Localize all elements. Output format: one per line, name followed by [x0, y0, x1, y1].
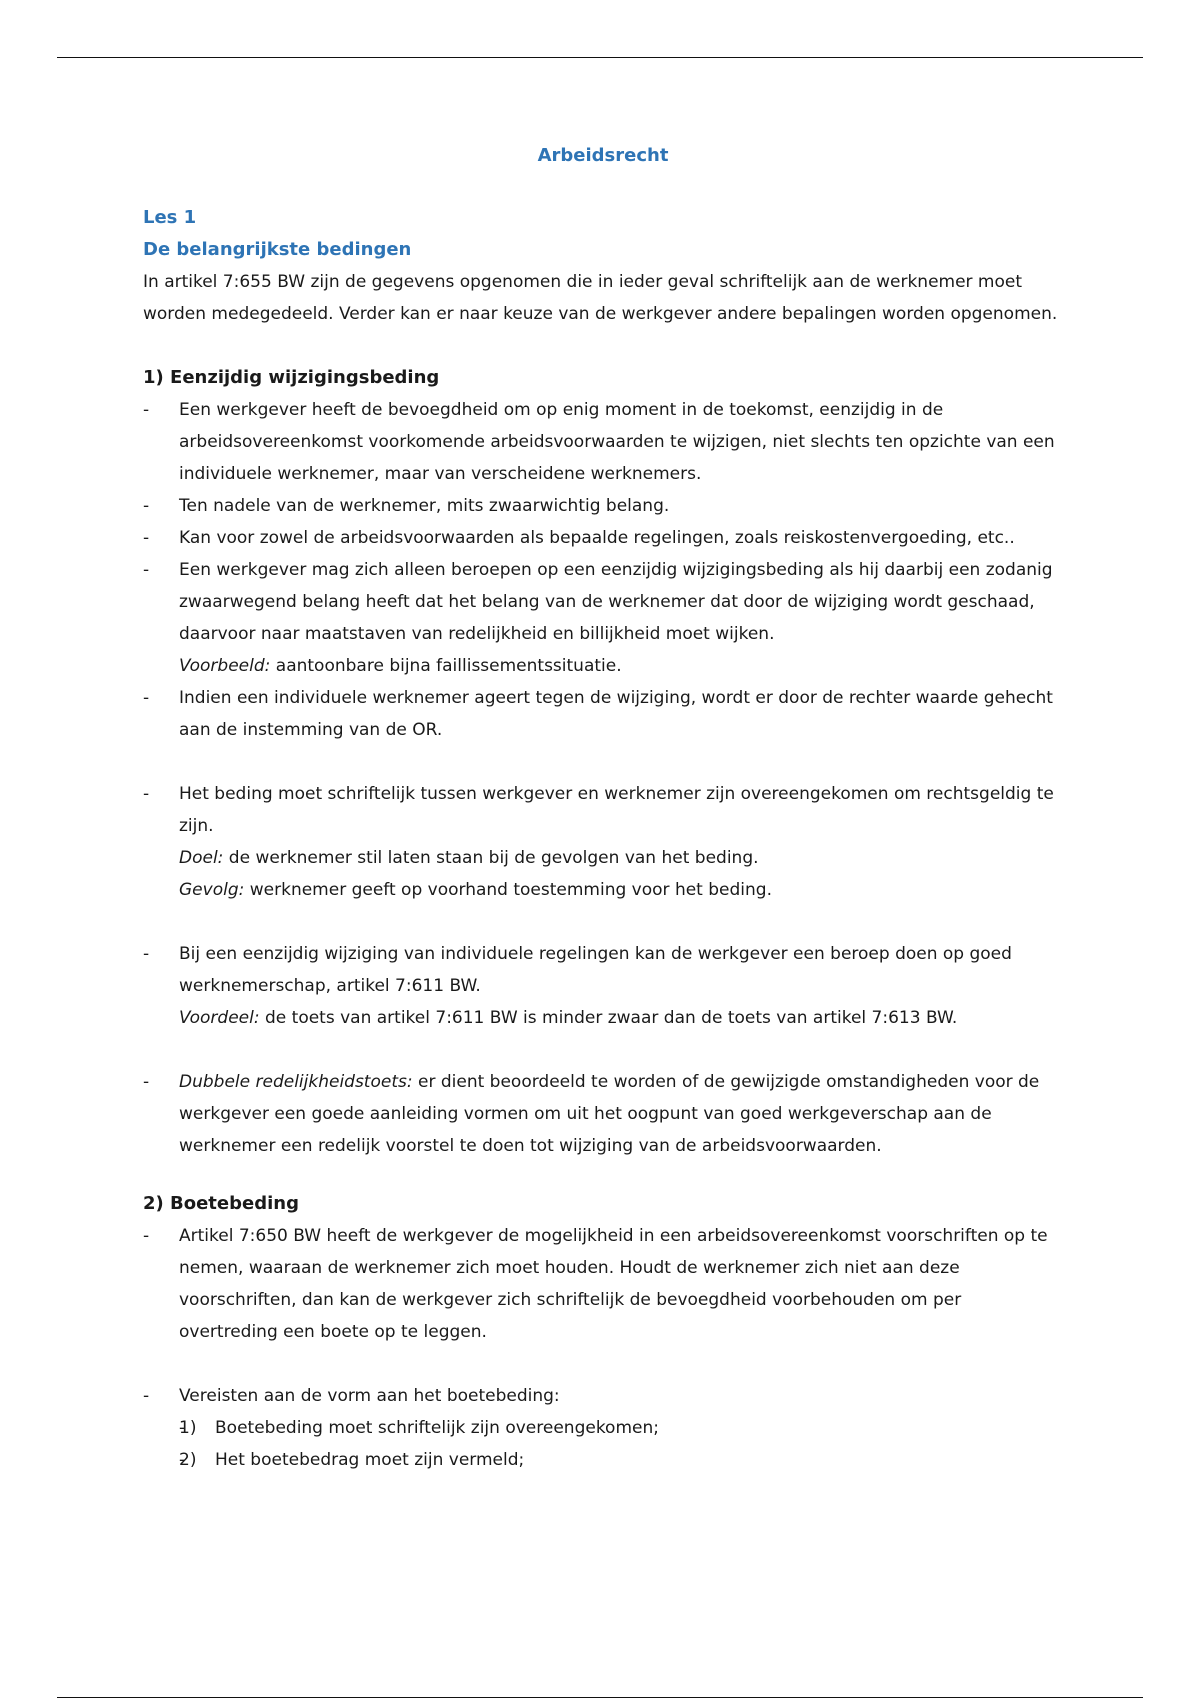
- intro-paragraph: In artikel 7:655 BW zijn de gegevens opgenomen die in ieder geval schriftelijk aan de werknemer moet worden medegedeeld. Verder kan er naar keuze van de werkgever andere bepalingen worden opgenomen.: [143, 272, 1058, 324]
- document-title: Arbeidsrecht: [537, 145, 669, 166]
- s1-list-3: [143, 938, 1063, 1034]
- list-item: - Een werkgever mag zich alleen beroepen op een eenzijdig wijzigingsbeding als hij daarbij een zodanig zwaarwegend belang heeft dat het belang van de werknemer dat door de wijziging wordt geschaad, daarvoor naar maatstaven van redelijkheid en billijkheid moet wijken. Voorbeeld: aantoonbare bijna faillissementssituatie.: [143, 554, 1063, 682]
- list-item: - Ten nadele van de werknemer, mits zwaarwichtig belang.: [143, 490, 1063, 522]
- spacer: [143, 906, 1063, 938]
- s2-heading: 2) Boetebeding: [143, 1193, 299, 1214]
- requirement-item: - 2) Het boetebedrag moet zijn vermeld;: [179, 1444, 1063, 1476]
- s2-list: [143, 1220, 1063, 1348]
- list-item: - Bij een eenzijdig wijziging van individuele regelingen kan de werkgever een beroep doen op goed werknemerschap, artikel 7:611 BW. Voordeel: de toets van artikel 7:611 BW is minder zwaar dan de toets van artikel 7:613 BW.: [143, 938, 1063, 1034]
- consequence-label: Gevolg:: [179, 880, 245, 900]
- list-item: - Vereisten aan de vorm aan het boetebeding: - 1) Boetebeding moet schriftelijk zijn overeengekomen; - 2) Het boetebedrag moet zijn vermeld;: [143, 1380, 1063, 1476]
- footer-rule: [57, 1697, 1143, 1698]
- list-item: - Artikel 7:650 BW heeft de werkgever de mogelijkheid in een arbeidsovereenkomst voorschriften op te nemen, waaraan de werknemer zich moet houden. Houdt de werknemer zich niet aan deze voorschriften, dan kan de werkgever zich schriftelijk de bevoegdheid voorbehouden om per overtreding een boete op te leggen.: [143, 1220, 1063, 1348]
- example-label: Voorbeeld:: [179, 656, 271, 676]
- requirements-list: [179, 1412, 1063, 1476]
- s1-list: [143, 394, 1063, 746]
- section-heading: De belangrijkste bedingen: [143, 239, 412, 260]
- spacer: [143, 1034, 1063, 1066]
- list-item: - Kan voor zowel de arbeidsvoorwaarden als bepaalde regelingen, zoals reiskostenvergoeding, etc..: [143, 522, 1063, 554]
- spacer: [143, 1348, 1063, 1380]
- s1-list-2: [143, 778, 1063, 906]
- goal-label: Doel:: [179, 848, 224, 868]
- requirement-item: - 1) Boetebeding moet schriftelijk zijn overeengekomen;: [179, 1412, 1063, 1444]
- list-item: - Het beding moet schriftelijk tussen werkgever en werknemer zijn overeengekomen om rechtsgeldig te zijn. Doel: de werknemer stil laten staan bij de gevolgen van het beding. Gevolg: werknemer geeft op voorhand toestemming voor het beding.: [143, 778, 1063, 906]
- spacer: [143, 746, 1063, 778]
- advantage-label: Voordeel:: [179, 1008, 260, 1028]
- list-item: - Dubbele redelijkheidstoets: er dient beoordeeld te worden of de gewijzigde omstandigheden voor de werkgever een goede aanleiding vormen om uit het oogpunt van goed werkgeverschap aan de werknemer een redelijk voorstel te doen tot wijziging van de arbeidsvoorwaarden.: [143, 1066, 1063, 1162]
- spacer: [143, 330, 1063, 362]
- s1-heading: 1) Eenzijdig wijzigingsbeding: [143, 367, 440, 388]
- lesson-heading: Les 1: [143, 207, 197, 228]
- list-item: - Indien een individuele werknemer ageert tegen de wijziging, wordt er door de rechter waarde gehecht aan de instemming van de OR.: [143, 682, 1063, 746]
- double-test-label: Dubbele redelijkheidstoets:: [179, 1072, 413, 1092]
- s1-list-4: [143, 1066, 1063, 1162]
- list-item: - Een werkgever heeft de bevoegdheid om op enig moment in de toekomst, eenzijdig in de arbeidsovereenkomst voorkomende arbeidsvoorwaarden te wijzigen, niet slechts ten opzichte van een individuele werknemer, maar van verscheidene werknemers.: [143, 394, 1063, 490]
- s2-list-2: [143, 1380, 1063, 1476]
- spacer: [143, 1162, 1063, 1188]
- document-body: [143, 140, 1063, 1476]
- header-rule: [57, 57, 1143, 58]
